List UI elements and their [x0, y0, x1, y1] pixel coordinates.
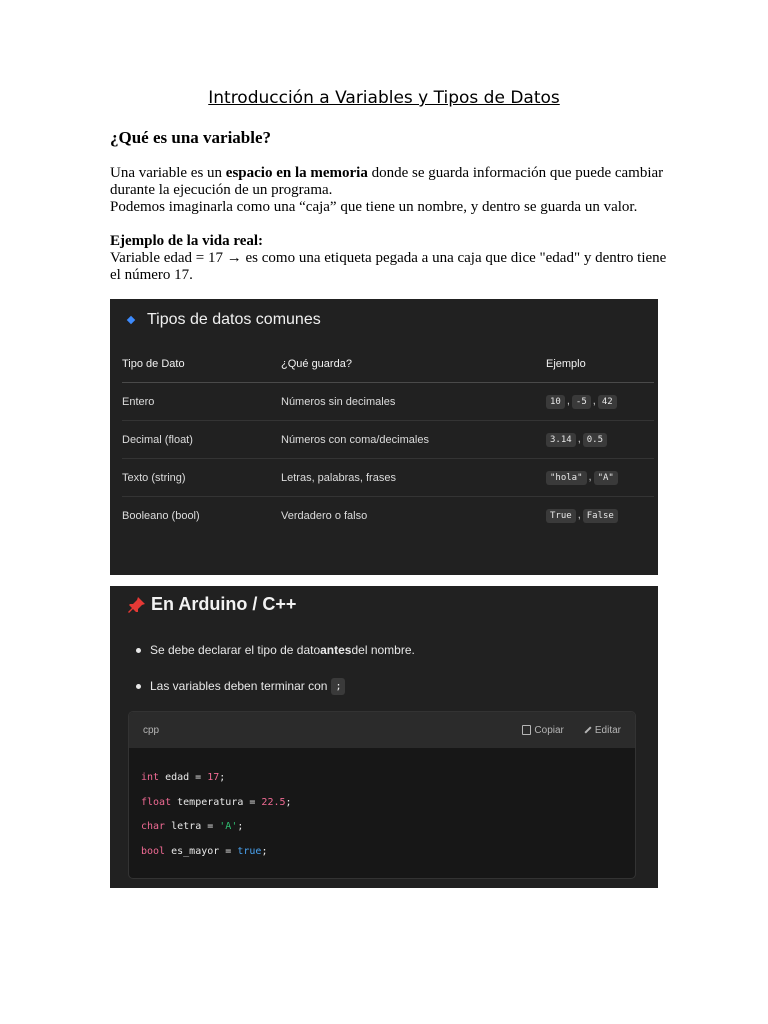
cell-example: 3.14 , 0.5 [546, 421, 654, 459]
code-keyword: int [141, 772, 160, 783]
example-text: Variable edad = 17 → es como una etiqueta pegada a una caja que dice "edad" y dentro tiene el número 17. [110, 250, 667, 283]
code-chip: 3.14 [546, 433, 576, 447]
cell-example: True , False [546, 497, 654, 535]
types-heading [128, 311, 321, 329]
table-row [122, 421, 654, 459]
cell-stores: Verdadero o falso [281, 509, 368, 522]
types-heading-text: Tipos de datos comunes [147, 311, 321, 328]
rules-list [136, 632, 415, 704]
code-chip: -5 [572, 395, 591, 409]
pencil-icon [584, 726, 591, 733]
cell-type: Texto (string) [122, 459, 281, 497]
cell-example: "hola" , "A" [546, 459, 654, 497]
arduino-heading-text: En Arduino / C++ [151, 594, 297, 614]
table-row [122, 459, 654, 497]
cell-stores: Números con coma/decimales [281, 421, 546, 459]
code-end: ; [219, 772, 226, 783]
code-body [129, 748, 635, 864]
bullet-dot [136, 648, 141, 653]
pushpin-icon [128, 596, 146, 614]
cell-stores: Letras, palabras, frases [281, 459, 546, 497]
list-item [136, 668, 415, 704]
cell-type: Entero [122, 383, 281, 421]
code-chip: ; [331, 678, 345, 695]
code-language: cpp [143, 724, 160, 736]
arduino-screenshot [110, 586, 658, 888]
code-value: 'A' [219, 821, 238, 832]
code-chip: False [583, 509, 618, 523]
edit-label: Editar [594, 724, 621, 736]
code-name: edad = [159, 772, 208, 783]
cell-stores: Números sin decimales [281, 383, 546, 421]
edit-button[interactable] [584, 725, 621, 736]
section-heading: ¿Qué es una variable? [110, 128, 272, 147]
document-title: Introducción a Variables y Tipos de Datos [208, 88, 560, 108]
code-chip: 10 [546, 395, 565, 409]
col-header-example: Ejemplo [546, 345, 654, 383]
definition-text-c: Podemos imaginarla como una “caja” que tiene un nombre, y dentro se guarda un valor. [110, 199, 638, 215]
code-keyword: char [141, 821, 166, 832]
copy-button[interactable] [522, 725, 563, 736]
code-header [129, 712, 635, 748]
definition-text-a: Una variable es un [110, 165, 226, 181]
col-header-stores: ¿Qué guarda? [281, 345, 546, 383]
code-chip: 0.5 [583, 433, 607, 447]
arduino-heading [128, 594, 296, 615]
blue-diamond-icon [127, 316, 135, 324]
code-keyword: bool [141, 845, 166, 857]
col-header-type: Tipo de Dato [122, 345, 281, 383]
code-name: temperatura = [171, 796, 262, 808]
types-table-screenshot [110, 299, 658, 575]
copy-label: Copiar [534, 724, 564, 736]
code-keyword: float [141, 796, 172, 808]
code-line [141, 840, 623, 865]
code-chip: "A" [594, 471, 618, 485]
code-actions [522, 725, 621, 736]
definition-bold: espacio en la memoria [225, 165, 368, 181]
code-end: ; [261, 845, 268, 857]
bullet-text-a: Se debe declarar el tipo de dato [150, 643, 321, 657]
code-value: 17 [207, 772, 220, 783]
code-chip: 42 [598, 395, 617, 409]
code-chip: True [546, 509, 576, 523]
table-header-row [122, 345, 654, 383]
example-paragraph [110, 233, 670, 284]
definition-paragraph [110, 165, 670, 216]
code-value: 22.5 [261, 796, 286, 808]
code-name: es_mayor = [165, 845, 238, 857]
bullet-bold: antes [320, 643, 352, 657]
bullet-text-b: del nombre. [351, 643, 415, 657]
code-value: true [237, 845, 262, 857]
bullet-dot [136, 684, 141, 689]
code-line [141, 791, 623, 816]
copy-icon [522, 725, 531, 735]
code-name: letra = [165, 821, 220, 832]
table-row [122, 383, 654, 421]
definition-text-b: donde se guarda información que puede cambiar durante la ejecución de un programa. [110, 165, 664, 198]
code-end: ; [285, 796, 292, 808]
code-line [141, 766, 623, 791]
cell-example: 10 , -5 , 42 [546, 383, 654, 421]
bullet-text: Las variables deben terminar con [150, 679, 328, 693]
list-item [136, 632, 415, 668]
types-table [122, 345, 654, 534]
table-row [122, 497, 654, 535]
code-chip: "hola" [546, 471, 587, 485]
example-heading: Ejemplo de la vida real: [110, 233, 264, 249]
code-block [128, 711, 636, 879]
cell-type: Decimal (float) [122, 421, 281, 459]
cell-type: Booleano (bool) [122, 509, 200, 522]
code-end: ; [237, 821, 244, 832]
code-line [141, 815, 623, 840]
